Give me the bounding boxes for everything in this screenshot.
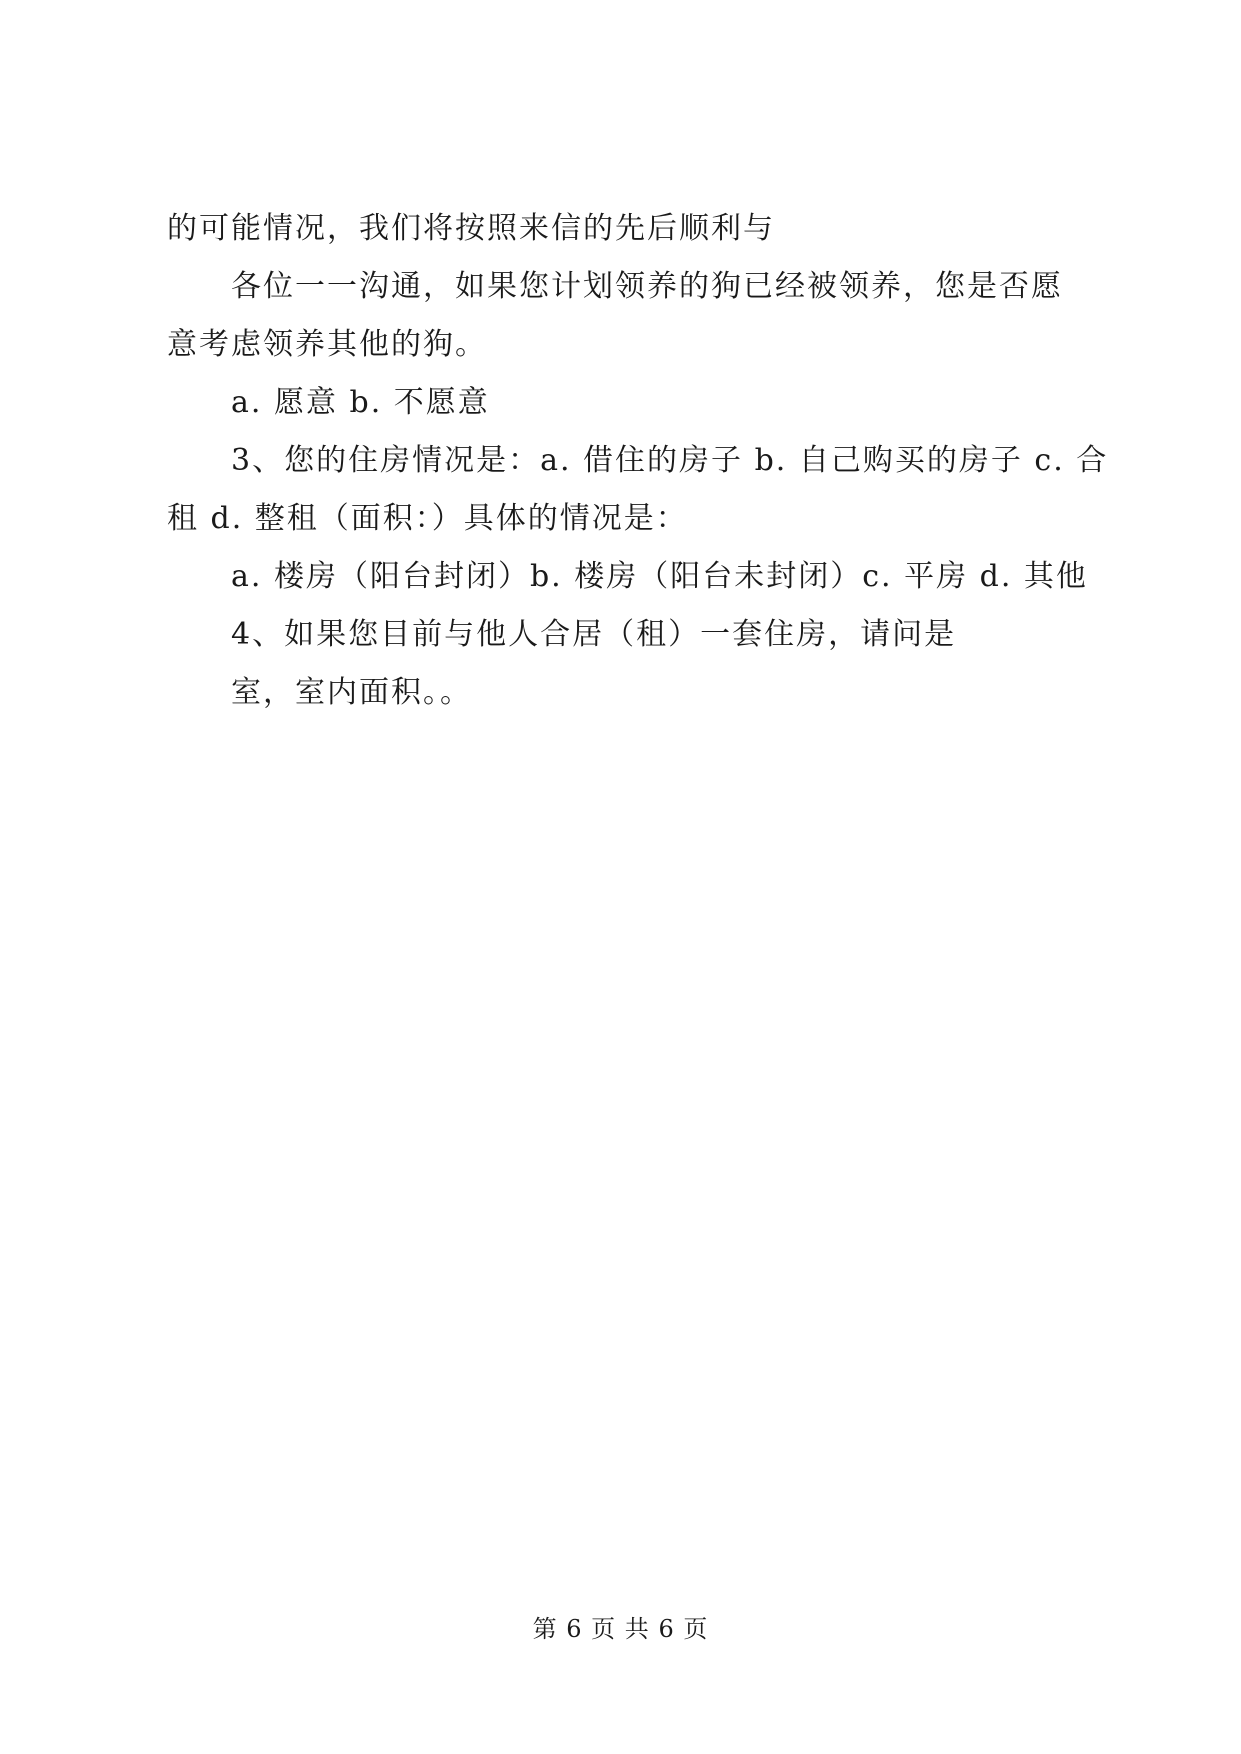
option-line: a. 楼房（阳台封闭）b. 楼房（阳台未封闭）c. 平房 d. 其他	[231, 559, 1088, 594]
question-line: 3、您的住房情况是：a. 借住的房子 b. 自己购买的房子 c. 合	[231, 443, 1109, 478]
paragraph-line: 意考虑领养其他的狗。	[167, 327, 487, 362]
page-number-footer: 第 6 页 共 6 页	[532, 1615, 709, 1643]
question-line: 室，室内面积。。	[231, 675, 472, 710]
question-line: 租 d. 整租（面积：）具体的情况是：	[167, 501, 688, 536]
option-line: a. 愿意 b. 不愿意	[231, 385, 490, 420]
paragraph-line: 的可能情况，我们将按照来信的先后顺利与	[167, 211, 775, 246]
paragraph-line: 各位一一沟通，如果您计划领养的狗已经被领养，您是否愿	[231, 269, 1063, 304]
question-line: 4、如果您目前与他人合居（租）一套住房，请问是	[231, 617, 957, 652]
